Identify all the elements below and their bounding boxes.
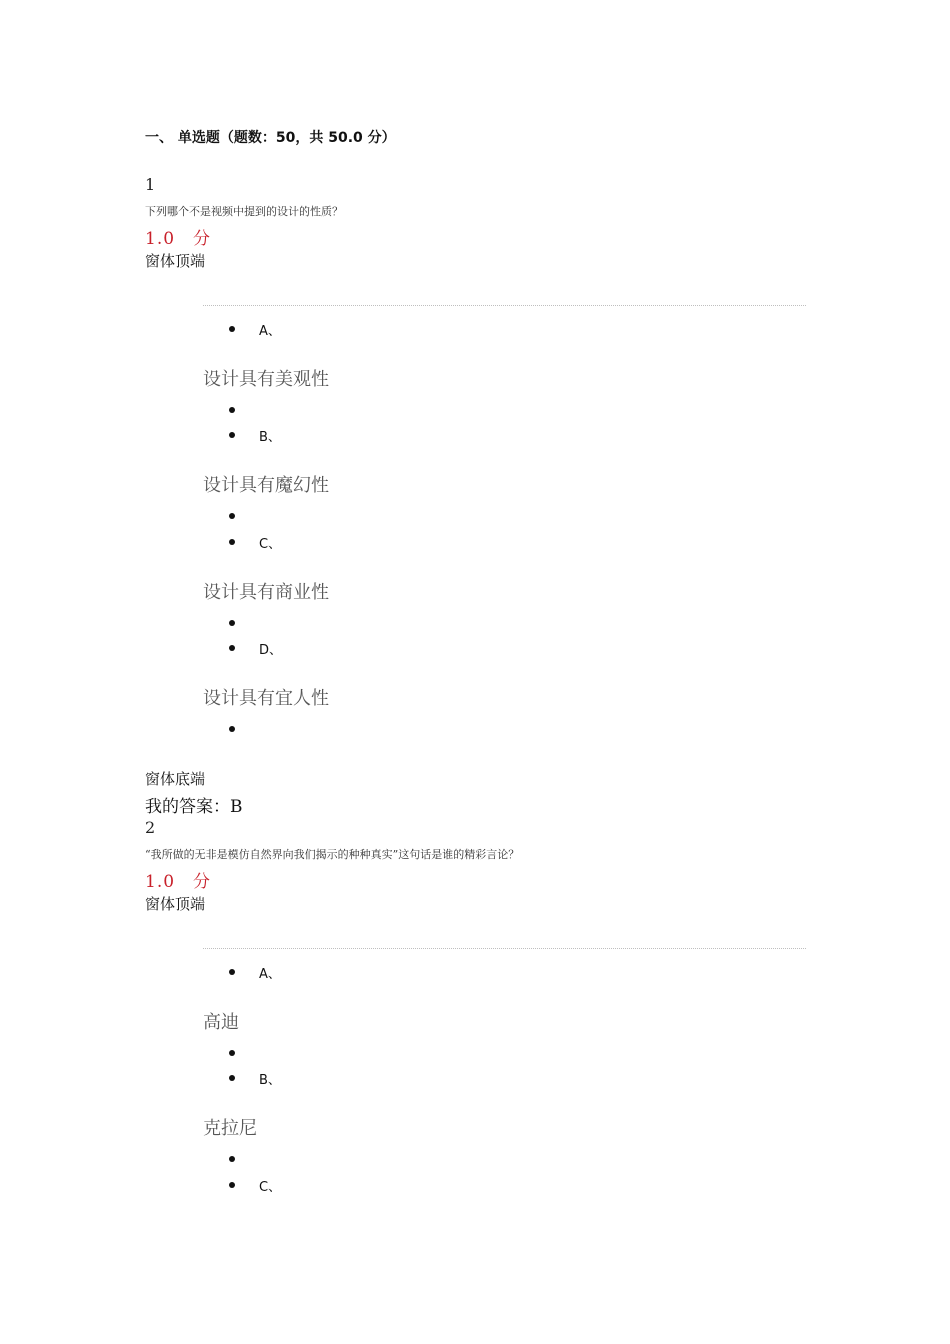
option-label: B、 bbox=[259, 1073, 281, 1088]
radio-bullet[interactable] bbox=[229, 620, 235, 626]
option-text: 设计具有宜人性 bbox=[203, 688, 329, 709]
question-number: 1 bbox=[145, 175, 156, 194]
radio-bullet[interactable] bbox=[229, 326, 235, 332]
section-title: 一、 单选题（题数：50，共 50.0 分） bbox=[145, 130, 396, 146]
form-top-label: 窗体顶端 bbox=[145, 252, 206, 270]
option-text: 高迪 bbox=[203, 1012, 239, 1033]
radio-bullet[interactable] bbox=[229, 969, 235, 975]
radio-bullet[interactable] bbox=[229, 432, 235, 438]
option-label: D、 bbox=[259, 643, 283, 658]
option-text: 设计具有魔幻性 bbox=[203, 475, 329, 496]
radio-bullet[interactable] bbox=[229, 513, 235, 519]
question-text: 下列哪个不是视频中提到的设计的性质？ bbox=[145, 205, 343, 218]
radio-bullet[interactable] bbox=[229, 1075, 235, 1081]
form-bottom-label: 窗体底端 bbox=[145, 770, 206, 788]
option-label: C、 bbox=[259, 537, 282, 552]
question-text: “我所做的无非是模仿自然界向我们揭示的种种真实”这句话是谁的精彩言论？ bbox=[145, 848, 520, 861]
radio-bullet[interactable] bbox=[229, 539, 235, 545]
option-text: 设计具有美观性 bbox=[203, 369, 329, 390]
form-top-label: 窗体顶端 bbox=[145, 895, 206, 913]
radio-bullet[interactable] bbox=[229, 726, 235, 732]
form-divider bbox=[203, 948, 806, 949]
my-answer: 我的答案：B bbox=[145, 797, 243, 817]
option-label: B、 bbox=[259, 430, 281, 445]
form-divider bbox=[203, 305, 806, 306]
radio-bullet[interactable] bbox=[229, 1156, 235, 1162]
option-label: A、 bbox=[259, 967, 281, 982]
option-label: A、 bbox=[259, 324, 281, 339]
option-text: 克拉尼 bbox=[203, 1118, 257, 1139]
option-label: C、 bbox=[259, 1180, 282, 1195]
question-score: 1.0 分 bbox=[145, 229, 212, 249]
option-text: 设计具有商业性 bbox=[203, 582, 329, 603]
question-number: 2 bbox=[145, 818, 156, 837]
radio-bullet[interactable] bbox=[229, 1050, 235, 1056]
question-score: 1.0 分 bbox=[145, 872, 212, 892]
radio-bullet[interactable] bbox=[229, 1182, 235, 1188]
radio-bullet[interactable] bbox=[229, 645, 235, 651]
radio-bullet[interactable] bbox=[229, 407, 235, 413]
